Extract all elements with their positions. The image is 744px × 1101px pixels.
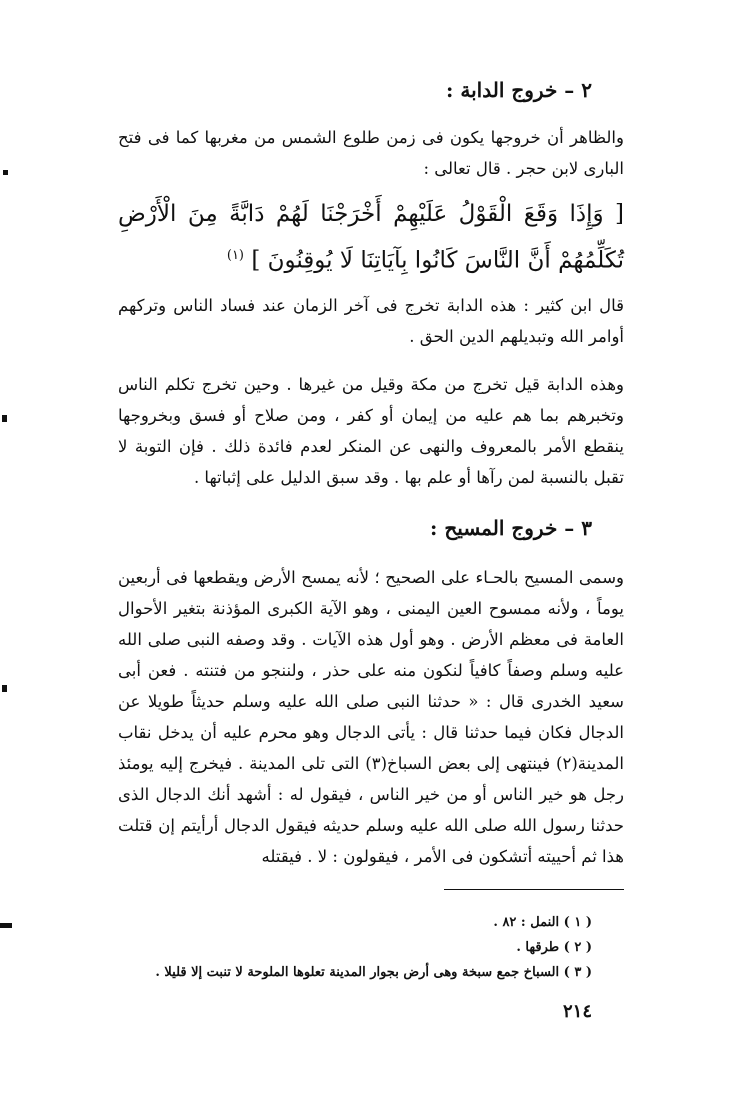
paragraph-masih: وسمى المسيح بالحـاء على الصحيح ؛ لأنه يمسح الأرض ويقطعها فى أربعين يوماً ، ولأنه ممسوح العين اليمنى ، وهو الآية الكبرى المؤذنة بتغير الأحوال العامة فى معظم الأرض . وهو أول هذه الآيات . وقد وصفه النبى صلى الله عليه وسلم وصفاً كافياً لنكون منه على حذر ، ولننجو من فتنته . فعن أبى سعيد الخدرى قال : « حدثنا النبى صلى الله عليه وسلم حديثاً طويلا عن الدجال فكان فيما حدثنا قال : يأتى الدجال وهو محرم عليه أن يدخل نقاب المدينة(٢) فينتهى إلى بعض السباخ(٣) التى تلى المدينة . فيخرج إليه يومئذ رجل هو خير الناس أو من خير الناس ، فيقول له : أشهد أنك الدجال الذى حدثنا رسول الله صلى الله عليه وسلم حديثه فيقول الدجال أرأيتم إن قتلت هذا ثم أحييته أتشكون فى الأمر ، فيقولون : لا . فيقتله <box>118 568 624 866</box>
scan-mark <box>2 685 7 692</box>
scan-mark <box>2 415 7 422</box>
section-heading-masih: ٣ – خروج المسيح : <box>430 516 592 540</box>
paragraph-ibn-kathir: قال ابن كثير : هذه الدابة تخرج فى آخر الزمان عند فساد الناس وتركهم أوامر الله وتبديلهم الدين الحق . <box>118 296 624 346</box>
footnote-2: ( ٢ ) طرقها . <box>516 940 592 955</box>
paragraph-beast-intro: والظاهر أن خروجها يكون فى زمن طلوع الشمس من مغربها كما فى فتح البارى لابن حجر . قال تعالى : <box>118 128 624 178</box>
scan-mark <box>0 923 12 928</box>
verse-footnote-ref: (١) <box>226 248 244 263</box>
section-heading-beast: ٢ – خروج الدابة : <box>446 78 592 102</box>
footnote-divider <box>444 889 624 890</box>
page-number: ٢١٤ <box>562 1001 592 1022</box>
paragraph-beast-details: وهذه الدابة قيل تخرج من مكة وقيل من غيرها . وحين تخرج تكلم الناس وتخبرهم بما هم عليه من إيمان أو كفر ، ومن صلاح أو فسق وبخروجها ينقطع الأمر بالمعروف والنهى عن المنكر لعدم فائدة ذلك . فإن التوبة لا تقبل بالنسبة لمن رآها أو علم بها . وقد سبق الدليل على إثباتها . <box>118 375 624 487</box>
footnote-3: ( ٣ ) السباخ جمع سبخة وهى أرض بجوار المدينة تعلوها الملوحة لا تنبت إلا قليلا . <box>155 965 592 980</box>
footnote-1: ( ١ ) النمل : ٨٢ . <box>493 915 592 930</box>
quran-verse <box>118 193 624 282</box>
quran-verse-text: [ وَإِذَا وَقَعَ الْقَوْلُ عَلَيْهِمْ أَخْرَجْنَا لَهُمْ دَابَّةً مِنَ الْأَرْضِ تُكَلِّمُهُمْ أَنَّ النَّاسَ كَانُوا بِآيَاتِنَا لَا يُوقِنُونَ ] <box>118 201 624 274</box>
scan-mark <box>3 170 8 175</box>
